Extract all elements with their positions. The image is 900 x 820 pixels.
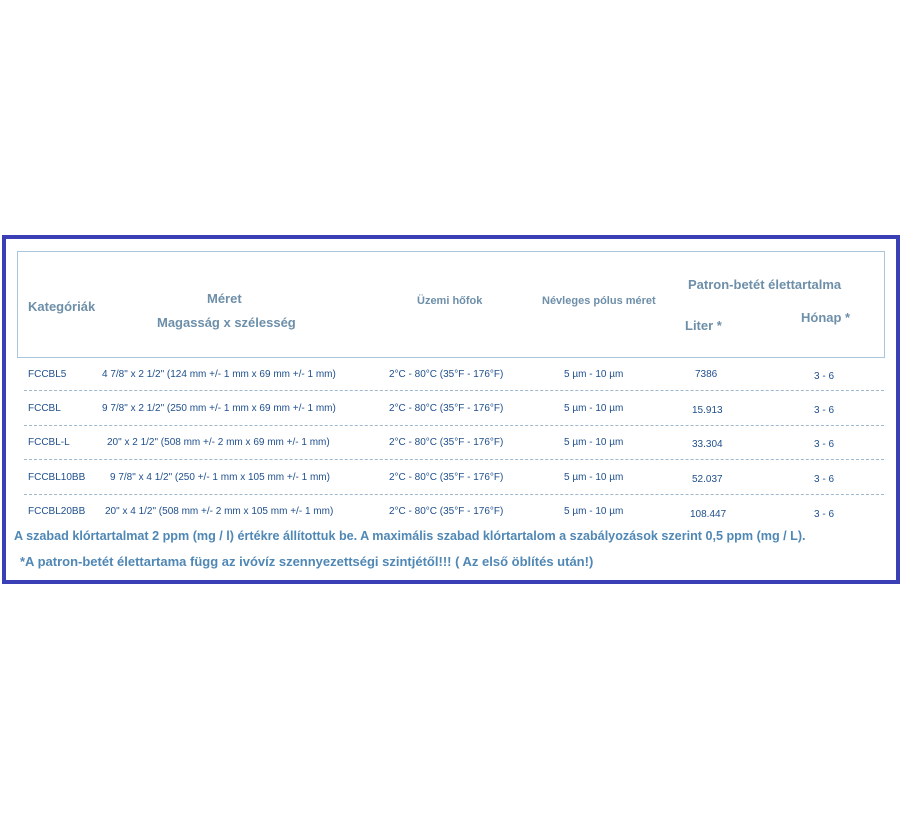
row1-liter: 7386	[695, 369, 718, 380]
row5-liter: 108.447	[690, 509, 727, 520]
row4-month: 3 - 6	[814, 474, 835, 485]
row2-temp: 2°C - 80°C (35°F - 176°F)	[389, 403, 504, 414]
row1-size: 4 7/8" x 2 1/2" (124 mm +/- 1 mm x 69 mm +/- 1 mm)	[102, 369, 336, 380]
row5-size: 20" x 4 1/2" (508 mm +/- 2 mm x 105 mm +/- 1 mm)	[105, 506, 334, 517]
row2-pore: 5 µm - 10 µm	[564, 403, 624, 414]
row3-pore: 5 µm - 10 µm	[564, 437, 624, 448]
row1-category: FCCBL5	[28, 369, 67, 380]
row-divider	[24, 390, 884, 391]
header-size-title: Méret	[207, 291, 242, 306]
row5-pore: 5 µm - 10 µm	[564, 506, 624, 517]
header-size-subtitle: Magasság x szélesség	[157, 315, 296, 330]
row-divider	[24, 425, 884, 426]
row2-liter: 15.913	[692, 405, 723, 416]
row1-temp: 2°C - 80°C (35°F - 176°F)	[389, 369, 504, 380]
row1-pore: 5 µm - 10 µm	[564, 369, 624, 380]
header-lifetime: Patron-betét élettartalma	[688, 277, 842, 292]
row4-category: FCCBL10BB	[28, 472, 86, 483]
header-month: Hónap *	[801, 310, 851, 325]
row4-pore: 5 µm - 10 µm	[564, 472, 624, 483]
row5-month: 3 - 6	[814, 509, 835, 520]
row3-liter: 33.304	[692, 439, 723, 450]
row-divider	[24, 494, 884, 495]
header-liter: Liter *	[685, 318, 722, 333]
row2-category: FCCBL	[28, 403, 61, 414]
row4-liter: 52.037	[692, 474, 723, 485]
row5-temp: 2°C - 80°C (35°F - 176°F)	[389, 506, 504, 517]
row3-temp: 2°C - 80°C (35°F - 176°F)	[389, 437, 504, 448]
row-divider	[24, 459, 884, 460]
lifetime-note: *A patron-betét élettartama függ az ivóvíz szennyezettségi szintjétől!!! ( Az első öblítés után!)	[20, 554, 594, 569]
row3-size: 20" x 2 1/2" (508 mm +/- 2 mm x 69 mm +/- 1 mm)	[107, 437, 330, 448]
row4-temp: 2°C - 80°C (35°F - 176°F)	[389, 472, 504, 483]
row1-month: 3 - 6	[814, 371, 835, 382]
row3-category: FCCBL-L	[28, 437, 70, 448]
row5-category: FCCBL20BB	[28, 506, 86, 517]
header-temperature: Üzemi hőfok	[417, 295, 483, 307]
header-pore-size: Névleges pólus méret	[542, 295, 656, 307]
row4-size: 9 7/8" x 4 1/2" (250 +/- 1 mm x 105 mm +/- 1 mm)	[110, 472, 330, 483]
row2-size: 9 7/8" x 2 1/2" (250 mm +/- 1 mm x 69 mm +/- 1 mm)	[102, 403, 336, 414]
row2-month: 3 - 6	[814, 405, 835, 416]
header-category: Kategóriák	[28, 299, 96, 314]
chlorine-note: A szabad klórtartalmat 2 ppm (mg / l) értékre állítottuk be. A maximális szabad klórtartalom a szabályozások szerint 0,5 ppm (mg / L).	[14, 529, 806, 543]
row3-month: 3 - 6	[814, 439, 835, 450]
spec-table-frame	[2, 235, 900, 584]
